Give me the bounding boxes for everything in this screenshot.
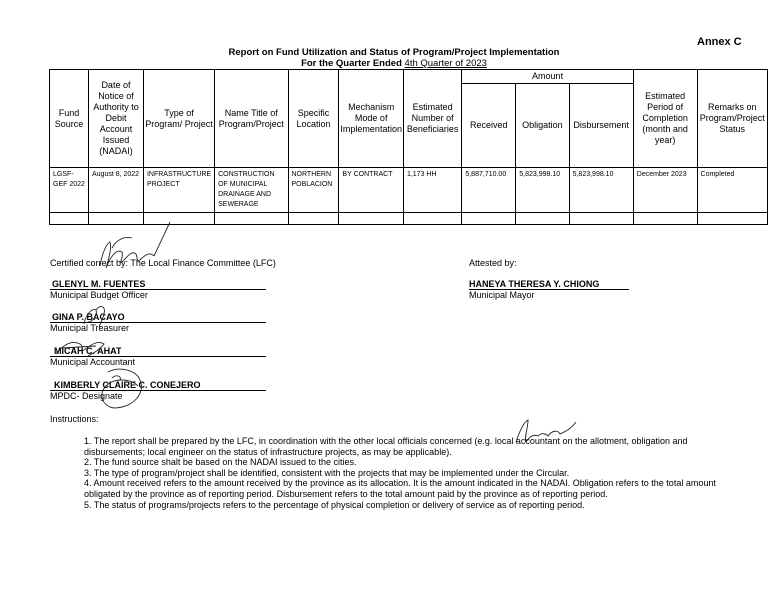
report-title	[0, 47, 768, 69]
header-completion: Estimated Period of Completion (month and year)	[633, 70, 697, 168]
signatory-role: Municipal Mayor	[469, 290, 535, 300]
instructions-label: Instructions:	[50, 414, 99, 424]
instruction-item: 4. Amount received refers to the amount received by the province as its allocation. It is the amount indicated in the NADAI. Obligation refers to the total amount obligated by the province as of reporting period. Disbursement refers to the total amount paid by the province as of reporting period.	[84, 478, 716, 499]
cell-received: 5,887,710.00	[462, 168, 516, 213]
signatory-budget-officer	[50, 279, 266, 300]
instruction-item: 3. The type of program/project shall be identified, consistent with the projects that may be implemented under the Circular.	[84, 467, 570, 478]
instruction-item: 1. The report shall be prepared by the LFC, in coordination with the other local officials concerned (e.g. local accountant on the allotment, obligation and disbursements; local engineer on the status of infrastructure projects, as may be applicable).	[84, 436, 688, 457]
annex-label: Annex C	[697, 36, 742, 48]
header-received: Received	[462, 84, 516, 168]
signatory-name: HANEYA THERESA Y. CHIONG	[469, 279, 629, 290]
fund-utilization-table	[49, 69, 768, 225]
report-title-text: Report on Fund Utilization and Status of Program/Project Implementation	[228, 47, 560, 58]
cell-fund-source: LGSF-GEF 2022	[50, 168, 89, 213]
report-period-prefix: For the Quarter Ended	[301, 58, 402, 69]
signature-ahat	[52, 332, 112, 358]
signatory-mayor	[469, 279, 629, 300]
signatory-role: Municipal Treasurer	[50, 323, 130, 333]
header-amount: Amount	[462, 70, 633, 84]
header-nadai-date: Date of Notice of Authority to Debit Account Issued (NADAI)	[88, 70, 143, 168]
header-type: Type of Program/ Project	[143, 70, 214, 168]
header-location: Specific Location	[288, 70, 339, 168]
header-fund-source: Fund Source	[50, 70, 89, 168]
signature-conejero	[92, 364, 156, 414]
signatory-role: MPDC- Designate	[50, 391, 123, 401]
cell-nadai-date: August 8, 2022	[88, 168, 143, 213]
report-period	[0, 58, 768, 69]
cell-disbursement: 5,823,998.10	[569, 168, 633, 213]
certified-label: Certified correct by:	[50, 258, 129, 268]
cell-type: INFRASTRUCTURE PROJECT	[143, 168, 214, 213]
header-beneficiaries: Estimated Number of Beneficiaries	[403, 70, 461, 168]
signatory-mpdc	[50, 380, 266, 401]
signatory-name: GINA P. BACAYO	[50, 312, 266, 323]
cell-mechanism: BY CONTRACT	[339, 168, 404, 213]
signatory-role: Municipal Accountant	[50, 357, 136, 367]
cell-remarks: Completed	[697, 168, 767, 213]
cell-location: NORTHERN POBLACION	[288, 168, 339, 213]
signatory-name: MICAH C. AHAT	[50, 346, 266, 357]
cell-name-title: CONSTRUCTION OF MUNICIPAL DRAINAGE AND SEWERAGE	[215, 168, 288, 213]
header-mechanism: Mechanism Mode of Implementation	[339, 70, 404, 168]
table-row	[50, 168, 768, 213]
signatory-name: KIMBERLY CLAIRE C. CONEJERO	[50, 380, 266, 391]
instruction-item: 5. The status of programs/projects refers to the percentage of physical completion or delivery of service as of reporting period.	[84, 499, 585, 510]
header-obligation: Obligation	[516, 84, 569, 168]
signature-bacayo	[78, 300, 118, 330]
cell-completion: December 2023	[633, 168, 697, 213]
signatory-role: Municipal Budget Officer	[50, 290, 148, 300]
header-disbursement: Disbursement	[569, 84, 633, 168]
attested-label: Attested by:	[469, 258, 517, 268]
committee-label: The Local Finance Committee (LFC)	[130, 258, 276, 268]
header-name-title: Name Title of Program/Project	[215, 70, 288, 168]
cell-beneficiaries: 1,173 HH	[403, 168, 461, 213]
signature-fuentes	[92, 218, 172, 278]
instruction-item: 2. The fund source shalt be based on the NADAI issued to the cities.	[84, 457, 357, 468]
instructions-list	[84, 436, 748, 510]
signatory-name: GLENYL M. FUENTES	[50, 279, 266, 290]
header-remarks: Remarks on Program/Project Status	[697, 70, 767, 168]
cell-obligation: 5,823,998.10	[516, 168, 569, 213]
report-period-value: 4th Quarter of 2023	[404, 58, 487, 69]
